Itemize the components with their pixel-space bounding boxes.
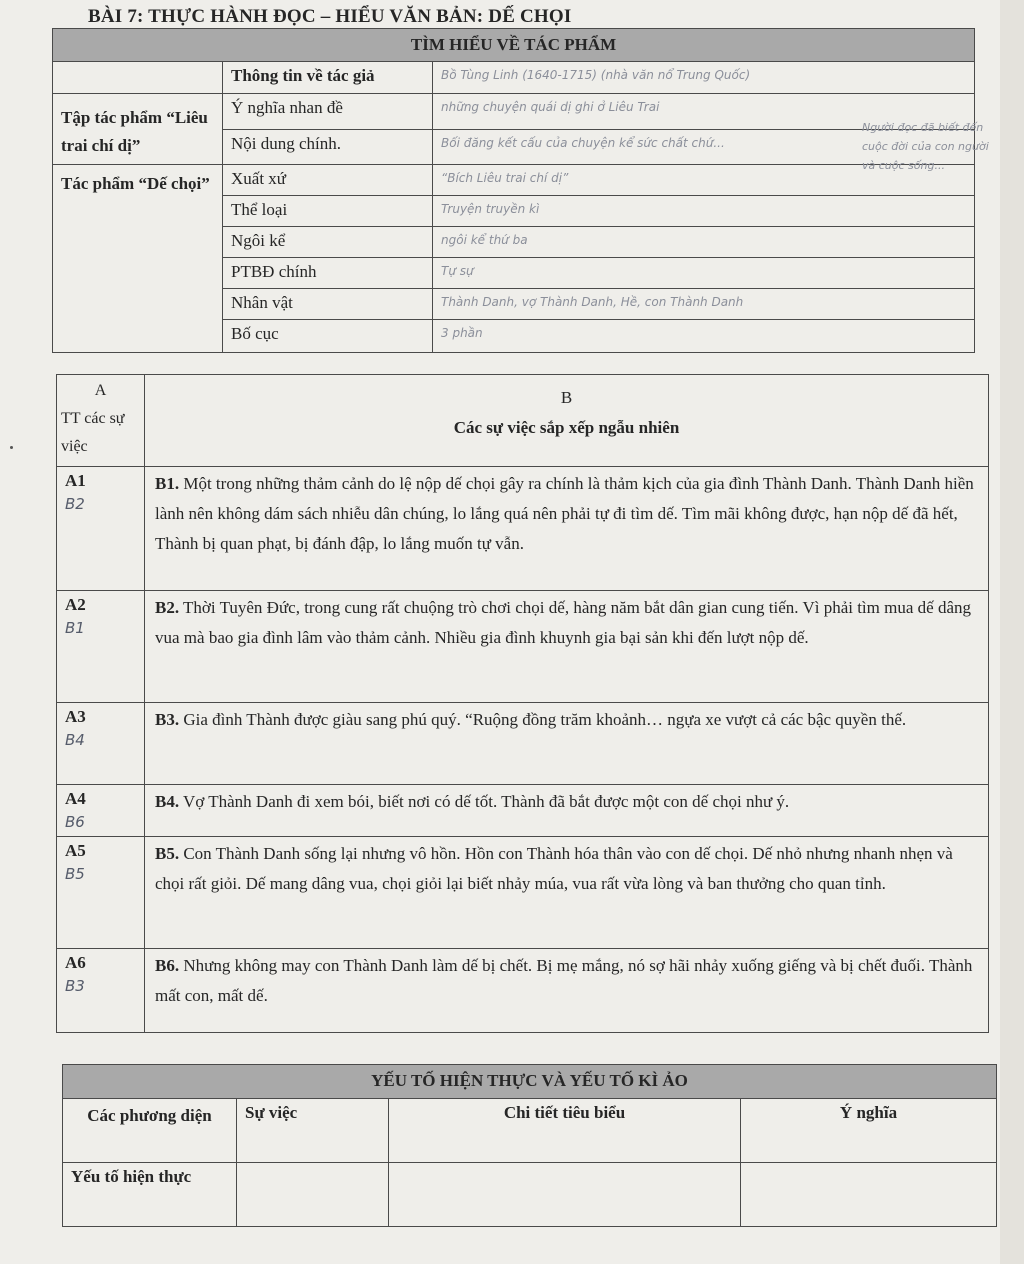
col-b-label: Các sự việc sắp xếp ngẫu nhiên [453, 418, 680, 437]
characters-value: Thành Danh, vợ Thành Danh, Hề, con Thành Danh [433, 289, 975, 320]
row-code: A1 [65, 471, 86, 490]
event-code: B6. [155, 956, 180, 975]
work-table-header: TÌM HIỂU VỀ TÁC PHẨM [53, 29, 975, 62]
author-label: Thông tin về tác giả [223, 62, 433, 94]
row-code: A4 [65, 789, 86, 808]
main-content-label: Nội dung chính. [223, 129, 433, 165]
realistic-events-cell [237, 1163, 389, 1227]
col-b-header [145, 375, 989, 467]
main-content-value: Bối đăng kết cấu của chuyện kể sức chất chứ... [433, 129, 975, 165]
realistic-meaning-cell [741, 1163, 997, 1227]
genre-label: Thể loại [223, 196, 433, 227]
col-events: Sự việc [237, 1099, 389, 1163]
table-row [57, 467, 989, 591]
event-code: B3. [155, 710, 180, 729]
table-row [57, 785, 989, 837]
origin-label: Xuất xứ [223, 165, 433, 196]
work-info-table [52, 28, 975, 353]
work-label: Tác phẩm “Dế chọi” [53, 165, 223, 353]
structure-value: 3 phần [433, 320, 975, 353]
narrator-label: Ngôi kể [223, 227, 433, 258]
col-a-top: A [94, 382, 107, 399]
author-value: Bồ Tùng Linh (1640-1715) (nhà văn nổ Trung Quốc) [433, 62, 975, 94]
table-row [57, 591, 989, 703]
row-code: A6 [65, 953, 86, 972]
margin-handwritten-note: Người đọc đã biết đến cuộc đời của con người và cuộc sống... [862, 121, 989, 172]
event-text: Nhưng không may con Thành Danh làm dế bị chết. Bị mẹ mắng, nó sợ hãi nhảy xuống giếng và bị chết đuối. Thành mất con, mất dế. [155, 956, 973, 1005]
row-handwritten-order: B3 [65, 977, 85, 995]
narrator-value: ngôi kể thứ ba [433, 227, 975, 258]
row-code: A2 [65, 595, 86, 614]
row-handwritten-order: B6 [65, 813, 85, 831]
col-details: Chi tiết tiêu biểu [389, 1099, 741, 1163]
title-meaning-value: những chuyện quái dị ghi ở Liêu Trai [433, 94, 975, 130]
event-code: B1. [155, 474, 180, 493]
realistic-details-cell [389, 1163, 741, 1227]
col-meaning: Ý nghĩa [741, 1099, 997, 1163]
row-handwritten-order: B1 [65, 619, 85, 637]
origin-value: “Bích Liêu trai chí dị” [433, 165, 975, 196]
row-handwritten-order: B4 [65, 731, 85, 749]
event-code: B5. [155, 844, 180, 863]
table-row [57, 703, 989, 785]
expression-mode-value: Tự sự [433, 258, 975, 289]
structure-label: Bố cục [223, 320, 433, 353]
page-title: BÀI 7: THỰC HÀNH ĐỌC – HIỂU VĂN BẢN: DẾ CHỌI [88, 6, 572, 27]
table-row [57, 837, 989, 949]
col-aspects: Các phương diện [63, 1099, 237, 1163]
genre-value: Truyện truyền kì [433, 196, 975, 227]
row-realistic-label: Yếu tố hiện thực [63, 1163, 237, 1227]
characters-label: Nhân vật [223, 289, 433, 320]
row-handwritten-order: B5 [65, 865, 85, 883]
collection-label: Tập tác phẩm “Liêu trai chí dị” [53, 94, 223, 165]
table-row [57, 949, 989, 1033]
events-table [56, 374, 989, 1033]
elements-table [62, 1064, 997, 1227]
event-code: B4. [155, 792, 180, 811]
col-a-label: TT các sự việc [61, 410, 125, 455]
event-text: Vợ Thành Danh đi xem bói, biết nơi có dế tốt. Thành đã bắt được một con dế chọi như ý. [183, 792, 790, 811]
empty-cell [53, 62, 223, 94]
row-handwritten-order: B2 [65, 495, 85, 513]
row-code: A5 [65, 841, 86, 860]
ink-dot [10, 446, 13, 449]
event-text: Một trong những thảm cảnh do lệ nộp dế chọi gây ra chính là thảm kịch của gia đình Thành Danh. Thành Danh hiền lành nên không dám sách nhiễu dân chúng, lo lắng quá nên phải tự đi tìm dế. Tìm mãi không được, hạn nộp dế đã hết, Thành bị quan phạt, bị đánh đập, lo lắng muốn tự vẫn. [155, 474, 974, 553]
event-code: B2. [155, 598, 180, 617]
title-meaning-label: Ý nghĩa nhan đề [223, 94, 433, 130]
row-code: A3 [65, 707, 86, 726]
expression-mode-label: PTBĐ chính [223, 258, 433, 289]
col-b-top: B [560, 388, 573, 407]
col-a-header [57, 375, 145, 467]
elements-table-header: YẾU TỐ HIỆN THỰC VÀ YẾU TỐ KÌ ẢO [63, 1065, 997, 1099]
event-text: Gia đình Thành được giàu sang phú quý. “Ruộng đồng trăm khoảnh… ngựa xe vượt cả các bậc quyền thế. [183, 710, 907, 729]
event-text: Con Thành Danh sống lại nhưng vô hồn. Hồn con Thành hóa thân vào con dế chọi. Dế nhỏ nhưng nhanh nhẹn và chọi rất giỏi. Dế mang dâng vua, chọi giỏi lại biết nhảy múa, vua rất vừa lòng và ban thưởng cho quan tỉnh. [155, 844, 953, 893]
page-edge [1000, 0, 1024, 1264]
event-text: Thời Tuyên Đức, trong cung rất chuộng trò chơi chọi dế, hàng năm bắt dân gian cung tiến. Vì phải tìm mua dế dâng vua mà bao gia đình lâm vào thảm cảnh. Nhiều gia đình khuynh gia bại sản khi đến lượt nộp dế. [155, 598, 971, 647]
